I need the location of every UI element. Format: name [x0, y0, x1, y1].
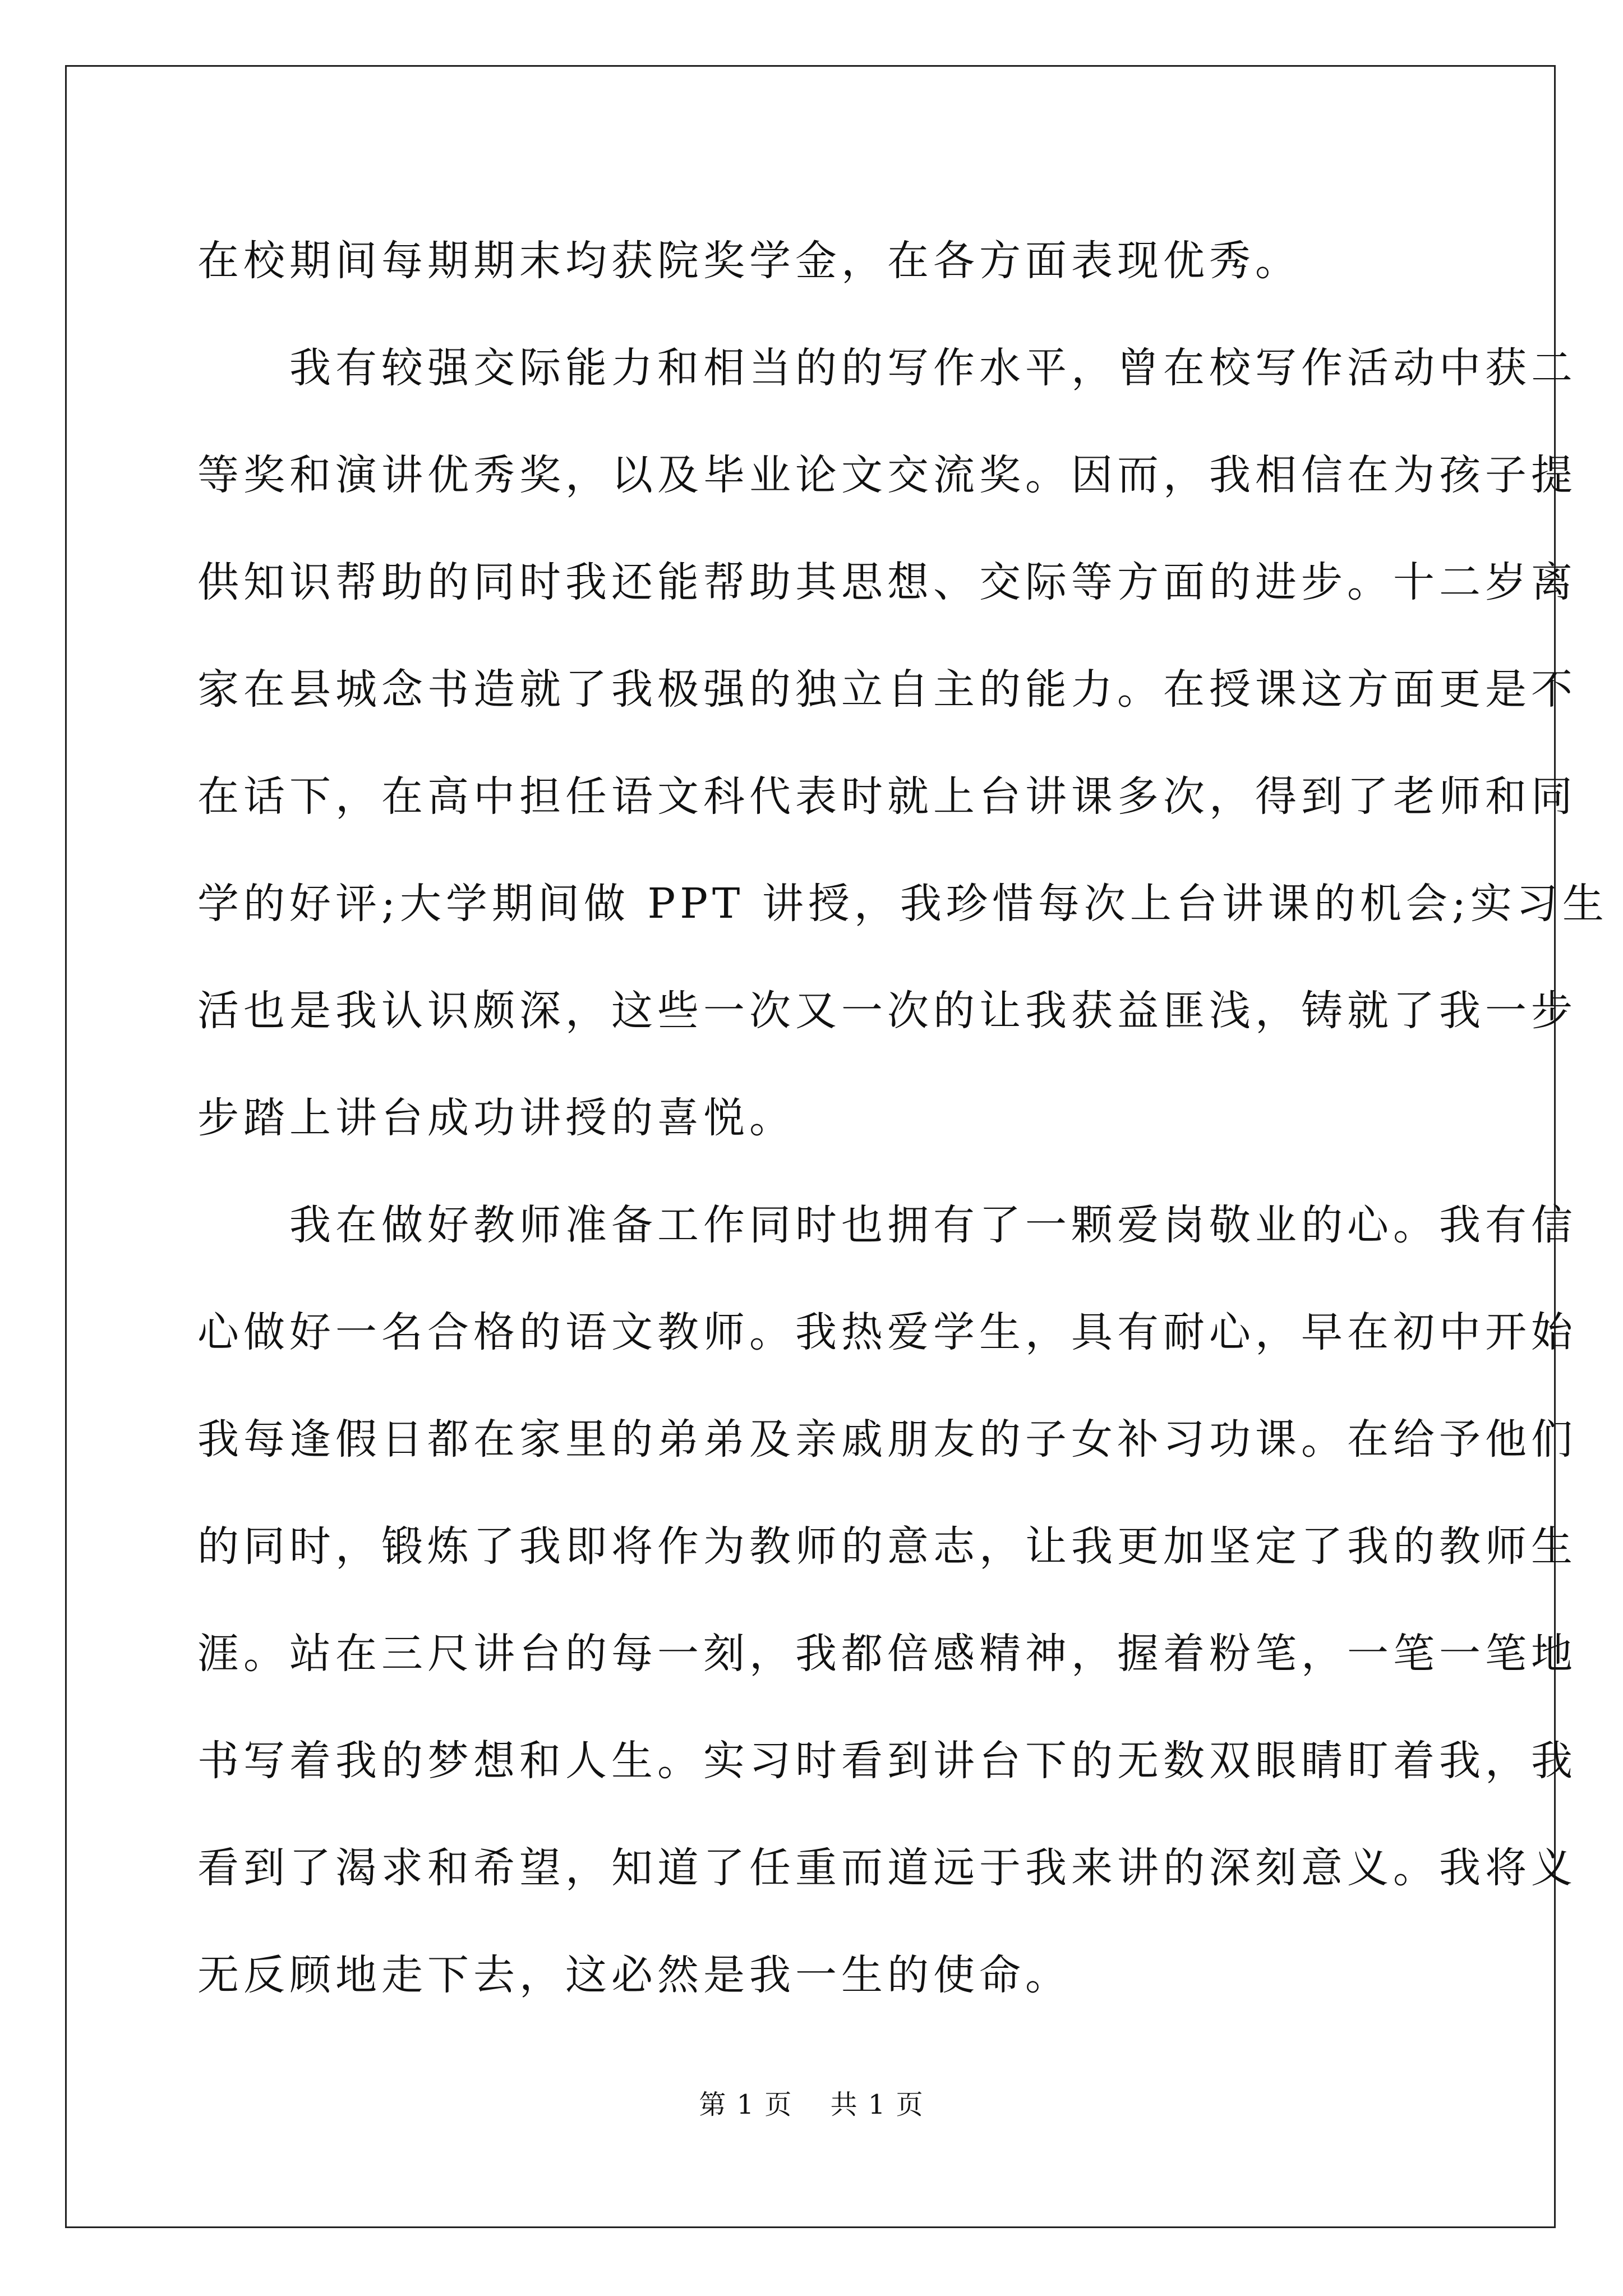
text-line: 家在县城念书造就了我极强的独立自主的能力。在授课这方面更是不 — [197, 665, 1577, 714]
text-line: 的同时，锻炼了我即将作为教师的意志，让我更加坚定了我的教师生 — [197, 1522, 1577, 1571]
page-number: 第 1 页 共 1 页 — [699, 2089, 924, 2120]
text-line: 我每逢假日都在家里的弟弟及亲戚朋友的子女补习功课。在给予他们 — [197, 1415, 1577, 1464]
text-line: 等奖和演讲优秀奖，以及毕业论文交流奖。因而，我相信在为孩子提 — [197, 451, 1577, 499]
text-line: 我在做好教师准备工作同时也拥有了一颗爱岗敬业的心。我有信 — [197, 1201, 1577, 1249]
text-line: 看到了渴求和希望，知道了任重而道远于我来讲的深刻意义。我将义 — [197, 1844, 1577, 1892]
page-footer — [0, 2088, 1623, 2122]
text-line: 步踏上讲台成功讲授的喜悦。 — [197, 1094, 795, 1142]
text-line: 学的好评;大学期间做 PPT 讲授，我珍惜每次上台讲课的机会;实习生 — [197, 880, 1608, 928]
text-line: 活也是我认识颇深，这些一次又一次的让我获益匪浅，铸就了我一步 — [197, 987, 1577, 1035]
text-line: 书写着我的梦想和人生。实习时看到讲台下的无数双眼睛盯着我，我 — [197, 1737, 1577, 1785]
text-line: 心做好一名合格的语文教师。我热爱学生，具有耐心，早在初中开始 — [197, 1308, 1577, 1356]
text-line: 涯。站在三尺讲台的每一刻，我都倍感精神，握着粉笔，一笔一笔地 — [197, 1630, 1577, 1678]
text-line: 供知识帮助的同时我还能帮助其思想、交际等方面的进步。十二岁离 — [197, 558, 1577, 606]
text-line: 在校期间每期期末均获院奖学金，在各方面表现优秀。 — [197, 237, 1301, 285]
document-body — [197, 208, 1608, 2029]
text-line: 无反顾地走下去，这必然是我一生的使命。 — [197, 1951, 1071, 1999]
text-line: 在话下，在高中担任语文科代表时就上台讲课多次，得到了老师和同 — [197, 772, 1577, 821]
text-line: 我有较强交际能力和相当的的写作水平，曾在校写作活动中获二 — [197, 344, 1577, 392]
